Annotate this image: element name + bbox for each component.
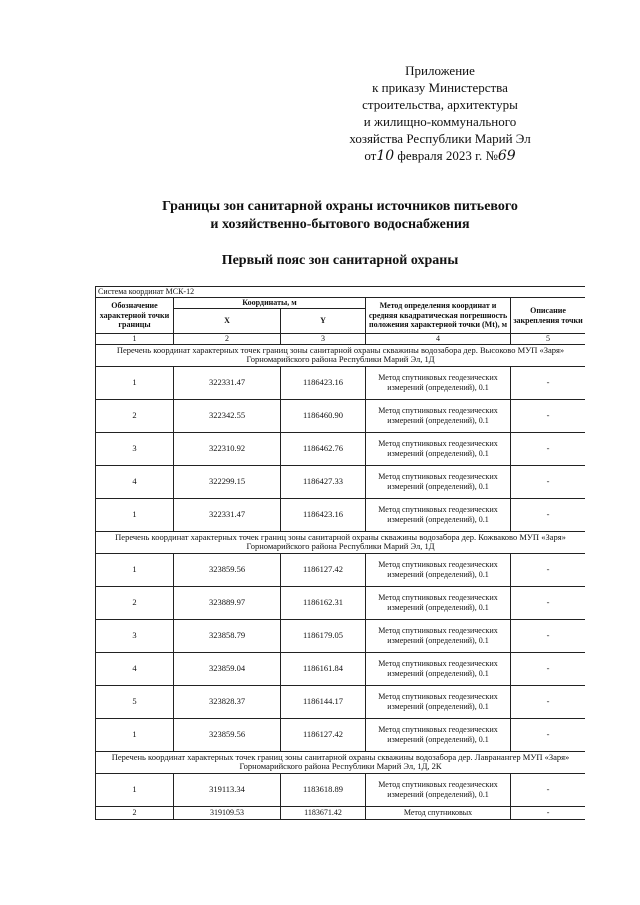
table-row [96,553,586,586]
fixing-description: - [511,498,586,531]
table-row [96,399,586,432]
coordinate-x: 323859.56 [174,718,281,751]
table-row [96,498,586,531]
date-prefix: от [364,148,377,163]
coordinate-y: 1183618.89 [281,773,366,806]
point-designation: 1 [96,718,174,751]
order-date [310,147,570,165]
coordinate-y: 1183671.42 [281,806,366,819]
point-designation: 3 [96,432,174,465]
coordinate-x: 319109.53 [174,806,281,819]
column-number: 3 [281,334,366,345]
coordinate-x: 322331.47 [174,498,281,531]
method-text: Метод спутниковых геодезических измерений (определений), 0.1 [366,619,511,652]
coordinate-x: 323889.97 [174,586,281,619]
fixing-description: - [511,366,586,399]
method-text: Метод спутниковых геодезических измерений (определений), 0.1 [366,498,511,531]
method-text: Метод спутниковых геодезических измерений (определений), 0.1 [366,399,511,432]
method-text: Метод спутниковых геодезических измерений (определений), 0.1 [366,652,511,685]
coordinate-y: 1186162.31 [281,586,366,619]
coordinate-x: 323859.56 [174,553,281,586]
point-designation: 1 [96,553,174,586]
coordinate-y: 1186427.33 [281,465,366,498]
appendix-line: Приложение [405,63,475,78]
appendix-line: строительства, архитектуры [362,97,518,112]
method-text: Метод спутниковых геодезических измерений (определений), 0.1 [366,586,511,619]
method-text: Метод спутниковых геодезических измерений (определений), 0.1 [366,432,511,465]
section-header-row [96,531,586,553]
coordinate-x: 322331.47 [174,366,281,399]
fixing-description: - [511,465,586,498]
coordinate-x: 319113.34 [174,773,281,806]
method-text: Метод спутниковых геодезических измерений (определений), 0.1 [366,553,511,586]
section-title: Перечень координат характерных точек границ зоны санитарной охраны скважины водозабора дер. Лавранангер МУП «Заря» Горномарийского района Республики Марий Эл, 1Д, 2К [96,751,586,773]
coordinate-x: 323828.37 [174,685,281,718]
method-text: Метод спутниковых геодезических измерений (определений), 0.1 [366,366,511,399]
coordinate-y: 1186179.05 [281,619,366,652]
coordinate-system: Система координат МСК-12 [96,287,586,298]
fixing-description: - [511,553,586,586]
document-title [95,198,585,234]
header-method: Метод определения координат и средняя квадратическая погрешность положения характерной точки (Mt), м [366,298,511,334]
column-number: 4 [366,334,511,345]
table-row [96,806,586,819]
coordinate-x: 323859.04 [174,652,281,685]
coordinate-y: 1186144.17 [281,685,366,718]
point-designation: 2 [96,586,174,619]
point-designation: 4 [96,465,174,498]
header-x: X [174,309,281,334]
fixing-description: - [511,806,586,819]
fixing-description: - [511,652,586,685]
coordinate-y: 1186460.90 [281,399,366,432]
table-row [96,465,586,498]
header-designation: Обозначение характерной точки границы [96,298,174,334]
handwritten-number: 69 [497,148,516,164]
table-row [96,619,586,652]
coordinate-y: 1186127.42 [281,553,366,586]
fixing-description: - [511,399,586,432]
point-designation: 2 [96,399,174,432]
appendix-line: хозяйства Республики Марий Эл [349,131,531,146]
coordinates-table [95,286,585,820]
coordinate-x: 322342.55 [174,399,281,432]
table-row [96,366,586,399]
coordinate-y: 1186423.16 [281,498,366,531]
section-title: Перечень координат характерных точек границ зоны санитарной охраны скважины водозабора дер. Кожваково МУП «Заря» Горномарийского района Республики Марий Эл, 1Д [96,531,586,553]
point-designation: 1 [96,773,174,806]
column-number: 1 [96,334,174,345]
header-row [96,298,586,309]
appendix-line: к приказу Министерства [372,80,508,95]
coordinate-y: 1186161.84 [281,652,366,685]
column-number: 5 [511,334,586,345]
header-y: Y [281,309,366,334]
table-row [96,685,586,718]
method-text: Метод спутниковых геодезических измерений (определений), 0.1 [366,685,511,718]
method-text: Метод спутниковых геодезических измерений (определений), 0.1 [366,718,511,751]
method-text: Метод спутниковых геодезических измерений (определений), 0.1 [366,465,511,498]
fixing-description: - [511,685,586,718]
table-row [96,773,586,806]
title-line: и хозяйственно-бытового водоснабжения [210,217,470,232]
table-row [96,586,586,619]
section-header-row [96,344,586,366]
method-text: Метод спутниковых геодезических измерений (определений), 0.1 [366,773,511,806]
point-designation: 3 [96,619,174,652]
coordinate-y: 1186462.76 [281,432,366,465]
point-designation: 5 [96,685,174,718]
appendix-block [310,62,570,165]
coordinate-x: 323858.79 [174,619,281,652]
title-line: Границы зон санитарной охраны источников питьевого [162,199,518,214]
appendix-line: и жилищно-коммунального [363,114,517,129]
section-subtitle: Первый пояс зон санитарной охраны [221,253,459,268]
point-designation: 1 [96,366,174,399]
header-description: Описание закрепления точки [511,298,586,334]
section-header-row [96,751,586,773]
table-row [96,432,586,465]
handwritten-day: 10 [376,148,395,164]
fixing-description: - [511,432,586,465]
fixing-description: - [511,586,586,619]
fixing-description: - [511,619,586,652]
coordinate-y: 1186423.16 [281,366,366,399]
fixing-description: - [511,718,586,751]
fixing-description: - [511,773,586,806]
method-text: Метод спутниковых [366,806,511,819]
coordinates-table-container [95,286,585,846]
column-number: 2 [174,334,281,345]
system-row [96,287,586,298]
point-designation: 1 [96,498,174,531]
point-designation: 2 [96,806,174,819]
coordinate-x: 322299.15 [174,465,281,498]
coordinate-x: 322310.92 [174,432,281,465]
table-row [96,718,586,751]
date-rest: февраля 2023 г. № [397,148,498,163]
coordinate-y: 1186127.42 [281,718,366,751]
point-designation: 4 [96,652,174,685]
section-title: Перечень координат характерных точек границ зоны санитарной охраны скважины водозабора дер. Высоково МУП «Заря» Горномарийского района Республики Марий Эл, 1Д [96,344,586,366]
column-number-row [96,334,586,345]
header-coordinates: Координаты, м [174,298,366,309]
table-row [96,652,586,685]
